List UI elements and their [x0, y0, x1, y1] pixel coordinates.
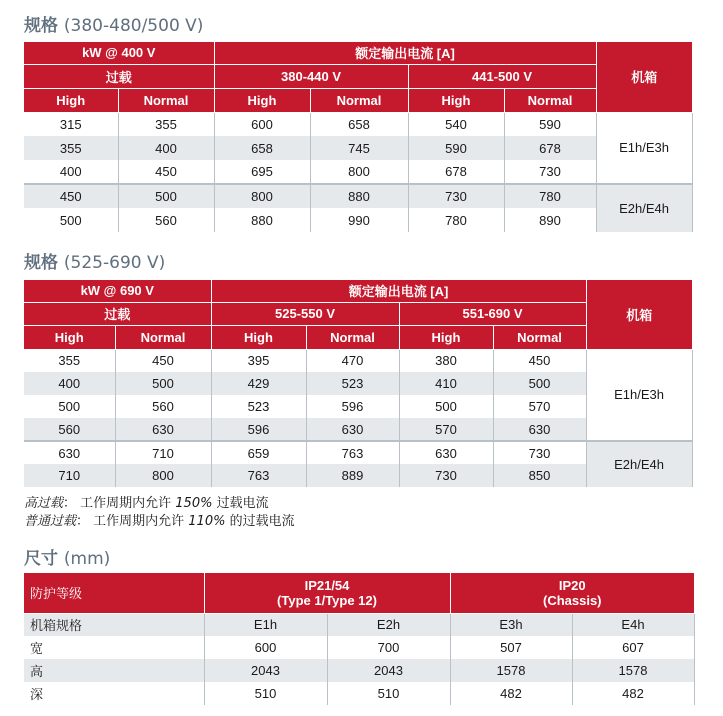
- range1-header: 380-440 V: [214, 64, 408, 88]
- cell: 540: [408, 112, 504, 136]
- cell: 880: [310, 184, 408, 208]
- range2-header: 551-690 V: [399, 302, 586, 325]
- normal-header: Normal: [504, 88, 596, 112]
- table-row: [24, 208, 692, 232]
- cell: 1578: [450, 659, 572, 682]
- ip20-line1: IP20: [558, 577, 586, 593]
- cell: 500: [493, 372, 586, 395]
- section2-title: [24, 248, 165, 273]
- cell: 850: [493, 464, 586, 487]
- row-label: 高: [24, 659, 204, 682]
- normal-header: Normal: [310, 88, 408, 112]
- protection-header: 防护等级: [24, 573, 204, 613]
- row-label: 宽: [24, 636, 204, 659]
- cell: E2h: [327, 613, 450, 636]
- cell: 410: [399, 372, 493, 395]
- overload-notes: [24, 495, 295, 531]
- overload-header: 过载: [24, 64, 214, 88]
- cell: 355: [24, 349, 115, 372]
- table-row: [24, 636, 694, 659]
- cell: 429: [211, 372, 306, 395]
- row-label: 深: [24, 682, 204, 705]
- section2-title-range: (525-690 V): [63, 253, 166, 273]
- spec-table-525-690: [24, 280, 693, 487]
- cell: 590: [504, 112, 596, 136]
- high-header: High: [24, 325, 115, 349]
- cell: 596: [211, 418, 306, 441]
- enclosure-cell: E2h/E4h: [596, 184, 692, 232]
- cell: 630: [115, 418, 211, 441]
- cell: 890: [504, 208, 596, 232]
- cell: E1h: [204, 613, 327, 636]
- cell: 450: [493, 349, 586, 372]
- normal-header: Normal: [115, 325, 211, 349]
- cell: 1578: [572, 659, 694, 682]
- cell: 507: [450, 636, 572, 659]
- cell: 395: [211, 349, 306, 372]
- cell: 590: [408, 136, 504, 160]
- ip21-header: [204, 573, 450, 613]
- enclosure-cell: E1h/E3h: [586, 349, 692, 441]
- cell: 355: [118, 112, 214, 136]
- table-row: [24, 112, 692, 136]
- table-row: [24, 349, 692, 372]
- cell: 570: [493, 395, 586, 418]
- cell: 560: [115, 395, 211, 418]
- cell: 482: [572, 682, 694, 705]
- dimensions-table: [24, 573, 695, 705]
- cell: 500: [399, 395, 493, 418]
- cell: 763: [211, 464, 306, 487]
- normal-header: Normal: [118, 88, 214, 112]
- table-row: [24, 184, 692, 208]
- cell: 355: [24, 136, 118, 160]
- cell: 400: [24, 372, 115, 395]
- cell: 730: [504, 160, 596, 184]
- range2-header: 441-500 V: [408, 64, 596, 88]
- cell: 510: [327, 682, 450, 705]
- note-text: ： 工作周期内允许: [63, 496, 176, 511]
- cell: 482: [450, 682, 572, 705]
- cell: 710: [115, 441, 211, 464]
- row-label: 机箱规格: [24, 613, 204, 636]
- cell: 380: [399, 349, 493, 372]
- cell: 658: [310, 112, 408, 136]
- cell: 880: [214, 208, 310, 232]
- cell: 678: [504, 136, 596, 160]
- cell: 678: [408, 160, 504, 184]
- section3-title-unit: (mm): [63, 549, 111, 569]
- cell: 500: [118, 184, 214, 208]
- ip21-line1: IP21/54: [304, 577, 350, 593]
- section1-title-range: (380-480/500 V): [63, 16, 204, 36]
- note-tail: 过载电流: [212, 496, 269, 511]
- cell: 730: [493, 441, 586, 464]
- cell: 745: [310, 136, 408, 160]
- high-header: High: [24, 88, 118, 112]
- cell: 510: [204, 682, 327, 705]
- cell: 523: [211, 395, 306, 418]
- section3-title-main: 尺寸: [24, 549, 58, 569]
- cell: E3h: [450, 613, 572, 636]
- cell: 470: [306, 349, 399, 372]
- cell: 800: [214, 184, 310, 208]
- cell: 450: [115, 349, 211, 372]
- cell: 2043: [204, 659, 327, 682]
- table-row: [24, 441, 692, 464]
- cell: 400: [24, 160, 118, 184]
- cell: E4h: [572, 613, 694, 636]
- normal-overload-note: [24, 513, 295, 531]
- cell: 700: [327, 636, 450, 659]
- cell: 763: [306, 441, 399, 464]
- section3-title: [24, 544, 110, 569]
- cell: 500: [24, 208, 118, 232]
- ip20-header: [450, 573, 694, 613]
- note-label: 高过载: [24, 496, 64, 511]
- enclosure-cell: E2h/E4h: [586, 441, 692, 487]
- cell: 800: [310, 160, 408, 184]
- table-row: [24, 136, 692, 160]
- cell: 630: [399, 441, 493, 464]
- cell: 630: [24, 441, 115, 464]
- cell: 630: [493, 418, 586, 441]
- ip21-line2: (Type 1/Type 12): [277, 592, 377, 608]
- high-header: High: [399, 325, 493, 349]
- note-tail: 的过载电流: [225, 514, 295, 529]
- cell: 500: [115, 372, 211, 395]
- cell: 570: [399, 418, 493, 441]
- rated-current-header: 额定输出电流 [A]: [214, 42, 596, 64]
- high-header: High: [214, 88, 310, 112]
- cell: 659: [211, 441, 306, 464]
- normal-header: Normal: [306, 325, 399, 349]
- note-percent: 110%: [188, 514, 226, 529]
- range1-header: 525-550 V: [211, 302, 399, 325]
- cell: 450: [24, 184, 118, 208]
- cell: 780: [408, 208, 504, 232]
- cell: 596: [306, 395, 399, 418]
- cell: 630: [306, 418, 399, 441]
- note-label: 普通过载: [24, 514, 77, 529]
- section1-title-main: 规格: [24, 16, 58, 36]
- cell: 450: [118, 160, 214, 184]
- enclosure-cell: E1h/E3h: [596, 112, 692, 184]
- enclosure-header: 机箱: [596, 42, 692, 112]
- cell: 990: [310, 208, 408, 232]
- normal-header: Normal: [493, 325, 586, 349]
- cell: 800: [115, 464, 211, 487]
- cell: 600: [214, 112, 310, 136]
- cell: 523: [306, 372, 399, 395]
- high-header: High: [211, 325, 306, 349]
- cell: 780: [504, 184, 596, 208]
- rated-current-header: 额定输出电流 [A]: [211, 280, 586, 302]
- cell: 500: [24, 395, 115, 418]
- enclosure-header: 机箱: [586, 280, 692, 349]
- overload-header: 过载: [24, 302, 211, 325]
- cell: 600: [204, 636, 327, 659]
- cell: 315: [24, 112, 118, 136]
- table-row: [24, 613, 694, 636]
- spec-table-380-500: [24, 42, 693, 232]
- table-row: [24, 659, 694, 682]
- section2-title-main: 规格: [24, 253, 58, 273]
- section1-title: [24, 11, 203, 36]
- cell: 400: [118, 136, 214, 160]
- high-header: High: [408, 88, 504, 112]
- cell: 2043: [327, 659, 450, 682]
- cell: 560: [118, 208, 214, 232]
- note-percent: 150%: [175, 496, 213, 511]
- cell: 730: [399, 464, 493, 487]
- cell: 730: [408, 184, 504, 208]
- note-text: ： 工作周期内允许: [76, 514, 189, 529]
- kw-header: kW @ 400 V: [24, 42, 214, 64]
- cell: 695: [214, 160, 310, 184]
- cell: 607: [572, 636, 694, 659]
- cell: 560: [24, 418, 115, 441]
- kw-header: kW @ 690 V: [24, 280, 211, 302]
- table-row: [24, 160, 692, 184]
- cell: 658: [214, 136, 310, 160]
- high-overload-note: [24, 495, 295, 513]
- table-row: [24, 682, 694, 705]
- ip20-line2: (Chassis): [542, 592, 602, 608]
- cell: 889: [306, 464, 399, 487]
- cell: 710: [24, 464, 115, 487]
